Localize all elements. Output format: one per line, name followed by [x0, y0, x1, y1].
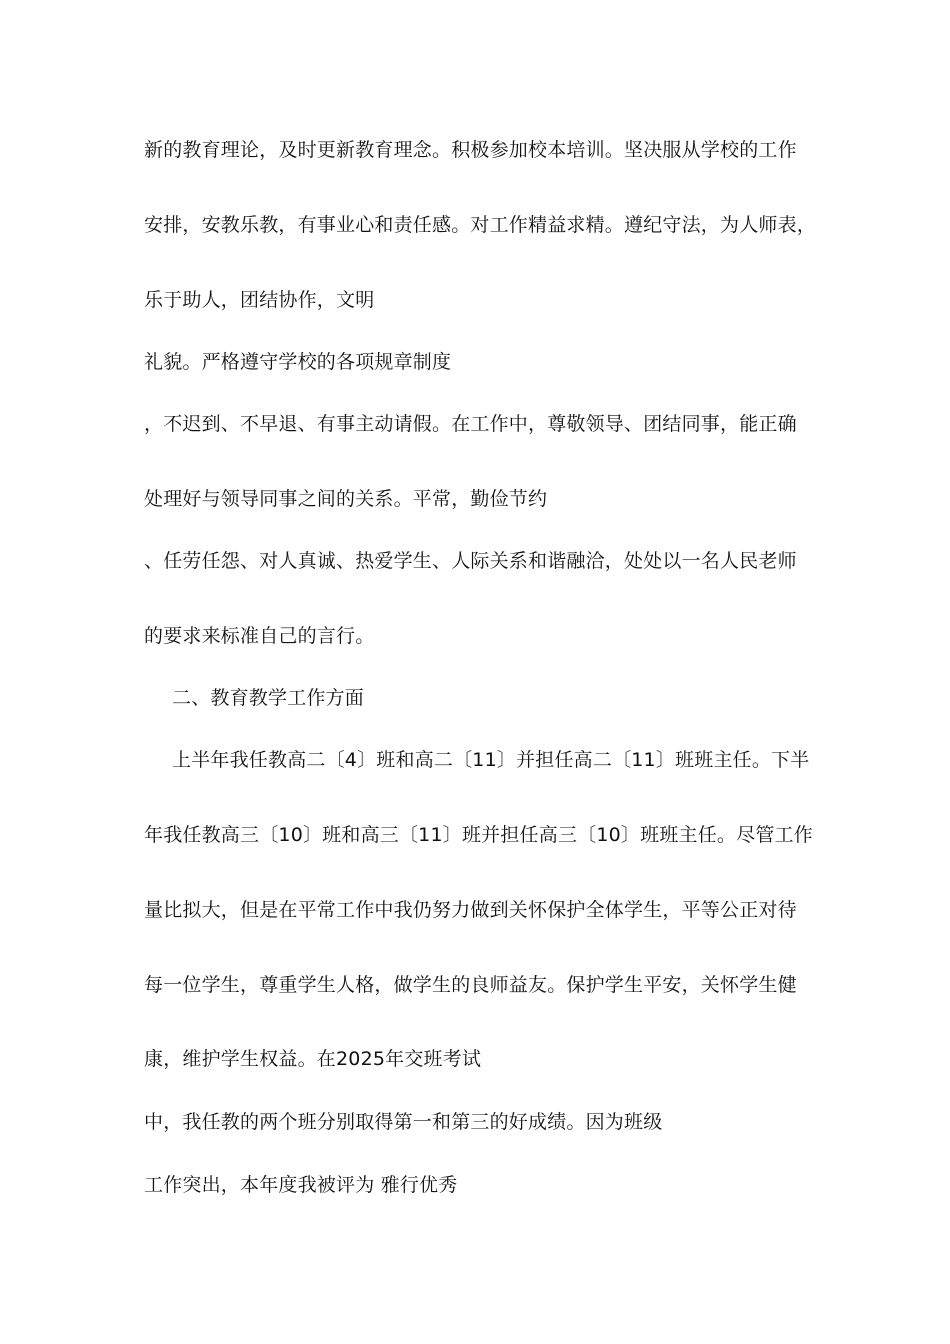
text-line: 安排，安教乐教，有事业心和责任感。对工作精益求精。遵纪守法，为人师表， [144, 214, 817, 236]
text-line: 工作突出，本年度我被评为 雅行优秀 [144, 1174, 458, 1196]
text-line: 礼貌。严格遵守学校的各项规章制度 [144, 351, 452, 373]
text-line: 年我任教高三〔10〕班和高三〔11〕班并担任高三〔10〕班班主任。尽管工作 [144, 824, 813, 846]
text-line: 上半年我任教高二〔4〕班和高二〔11〕并担任高二〔11〕班班主任。下半 [172, 749, 810, 771]
text-line: 新的教育理论，及时更新教育理念。积极参加校本培训。坚决服从学校的工作 [144, 139, 797, 161]
text-line: 康，维护学生权益。在2025年交班考试 [144, 1048, 482, 1070]
text-line: 处理好与领导同事之间的关系。平常，勤俭节约 [144, 488, 548, 510]
text-line: 每一位学生，尊重学生人格，做学生的良师益友。保护学生平安，关怀学生健 [144, 974, 797, 996]
text-line: 中，我任教的两个班分别取得第一和第三的好成绩。因为班级 [144, 1111, 663, 1133]
text-line: 、任劳任怨、对人真诚、热爱学生、人际关系和谐融洽，处处以一名人民老师 [144, 550, 797, 572]
text-line: 的要求来标准自己的言行。 [144, 625, 375, 647]
section-heading: 二、教育教学工作方面 [172, 687, 365, 709]
text-line: 量比拟大，但是在平常工作中我仍努力做到关怀保护全体学生，平等公正对待 [144, 899, 797, 921]
text-line: ，不迟到、不早退、有事主动请假。在工作中，尊敬领导、团结同事，能正确 [144, 413, 797, 435]
text-line: 乐于助人，团结协作，文明 [144, 289, 375, 311]
